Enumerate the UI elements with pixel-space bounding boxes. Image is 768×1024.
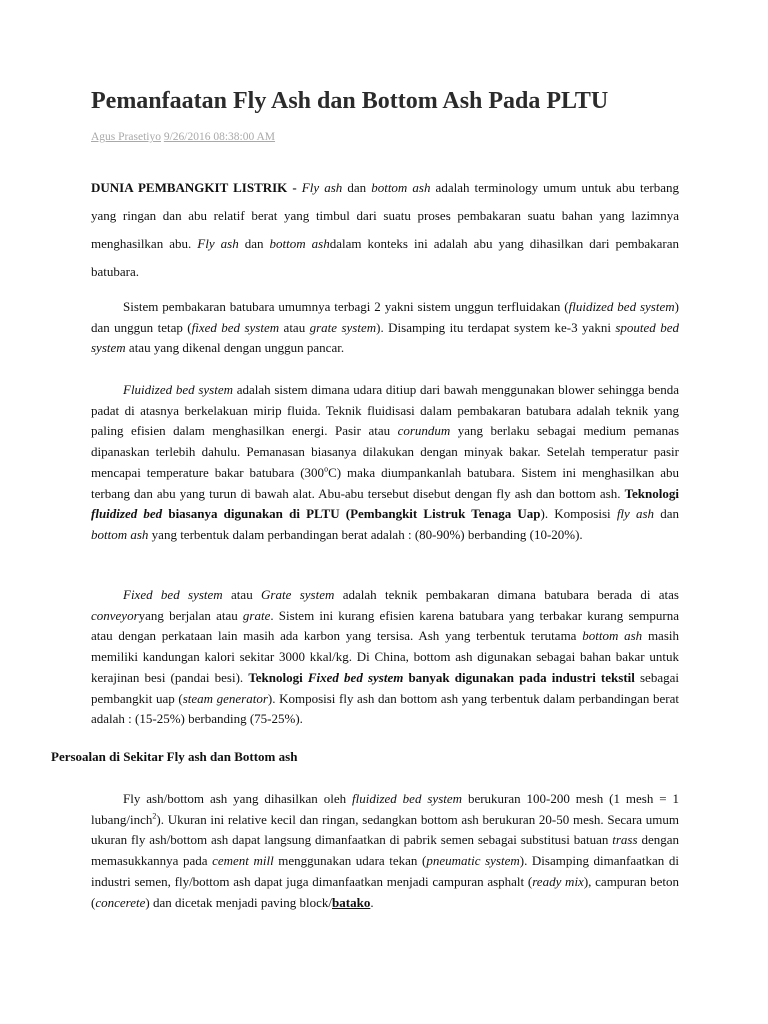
- text-run: . Sistem ini kurang efisien karena batubara yang terbakar kurang sempurna atau dengan perkataan lain masih ada karbon yang tersisa. Ash yang terbentuk terutama: [91, 607, 679, 644]
- text-run: ). Komposisi fly ash dan bottom ash yang terbentuk dalam perbandingan berat adalah : (15-25%) berbanding (75-25%).: [91, 690, 679, 727]
- text-run: sebagai pembangkit uap (: [91, 669, 679, 706]
- text-run: adalah terminology umum untuk abu terbang yang ringan dan abu relatif berat yang timbul dari suatu proses pembakaran suatu bahan yang lazimnya menghasilkan abu.: [91, 180, 680, 251]
- paragraph-intro: [91, 174, 679, 286]
- text-run: dan: [654, 506, 679, 522]
- text-run: dengan memasukkannya pada: [91, 832, 679, 869]
- text-run: Teknologi: [248, 669, 308, 685]
- text-run: C) maka diumpankanlah batubara. Sistem ini menghasilkan abu terbang dan abu yang turun di bawah alat. Abu-abu tersebut disebut dengan fly ash dan bottom ash.: [91, 464, 679, 501]
- text-run: o: [324, 464, 329, 474]
- text-run: fixed bed system: [191, 319, 280, 335]
- text-run: ). Komposisi: [540, 506, 617, 522]
- text-run: ), campuran beton (: [91, 873, 680, 910]
- text-run: yang berlaku sebagai medium pemanas dipanaskan terlebih dahulu. Pemanasan biasanya dilakukan dengan minyak bakar. Setelah temperatur pasir mencapai temperature bakar batubara (300: [91, 423, 680, 480]
- text-run: ). Disamping dimanfaatkan di industri semen, fly/bottom ash dapat juga dimanfaatkan menjadi campuran asphalt (: [91, 853, 679, 889]
- text-run: dan: [342, 180, 372, 195]
- text-run: bottom ash: [91, 526, 149, 542]
- text-run: biasanya digunakan di PLTU (Pembangkit Listruk Tenaga Uap: [162, 506, 541, 522]
- text-run: Fixed bed system: [123, 587, 223, 602]
- text-run: adalah teknik pembakaran dimana batubara berada di atas: [334, 587, 679, 602]
- text-run: ready mix: [532, 873, 584, 889]
- text-run: Sistem pembakaran batubara umumnya terbagi 2 yakni sistem unggun terfluidakan (: [123, 299, 569, 314]
- text-run: Teknologi: [624, 485, 679, 501]
- text-run: ) dan unggun tetap (: [91, 299, 679, 335]
- text-run: menggunakan udara tekan (: [273, 853, 427, 869]
- article-meta: [91, 131, 275, 143]
- paragraph-fixed-bed: [91, 585, 679, 730]
- paragraph-fluidized: [91, 380, 679, 546]
- text-run: Fixed bed system: [307, 669, 404, 685]
- text-run: yang terbentuk dalam perbandingan berat adalah : (80-90%) berbanding (10-20%).: [148, 526, 583, 542]
- text-run: fly ash: [616, 506, 655, 522]
- text-run: fluidized bed system: [568, 299, 675, 314]
- text-run: atau yang dikenal dengan unggun pancar.: [125, 340, 345, 356]
- section-heading: Persoalan di Sekitar Fly ash dan Bottom ash: [51, 749, 298, 764]
- text-run: 2: [152, 811, 157, 821]
- text-run: Grate system: [261, 587, 335, 602]
- text-run: steam generator: [182, 690, 268, 706]
- text-run: DUNIA PEMBANGKIT LISTRIK -: [91, 180, 302, 195]
- text-run: dalam konteks ini adalah abu yang dihasilkan dari pembakaran batubara.: [91, 236, 679, 279]
- text-run: spouted bed system: [91, 319, 679, 356]
- text-run: Fly ash: [301, 180, 343, 195]
- text-run: .: [370, 894, 374, 910]
- text-run: trass: [612, 832, 638, 848]
- text-run: atau: [222, 587, 262, 602]
- text-run: masih memiliki kandungan kalori sekitar 3000 kkal/kg. Di China, bottom ash digunakan sebagai bahan bakar untuk kerajinan besi (pandai besi).: [91, 628, 679, 685]
- text-run: corundum: [397, 423, 451, 439]
- text-run: banyak digunakan pada industri tekstil: [403, 669, 635, 685]
- paragraph-utilization: [91, 789, 679, 913]
- text-run: bottom ash: [269, 236, 330, 251]
- text-run: bottom ash: [582, 628, 643, 644]
- text-run: concerete: [95, 894, 146, 910]
- text-run: cement mill: [212, 853, 274, 869]
- text-run: grate: [242, 607, 271, 623]
- text-run: adalah sistem dimana udara ditiup dari bawah menggunakan blower sehingga benda padat di atasnya berkelakuan mirip fluida. Teknik fluidisasi dalam pembakaran batubara adalah teknik yang paling efisien dalam menghasilkan energi. Pasir atau: [91, 382, 679, 439]
- text-run: Fly ash: [197, 236, 239, 251]
- author-link[interactable]: Agus Prasetiyo: [91, 131, 161, 143]
- text-run: yang berjalan atau: [138, 607, 243, 623]
- text-run: ) dan dicetak menjadi paving block/: [145, 894, 333, 910]
- text-run: fluidized bed system: [352, 791, 463, 806]
- text-run: bottom ash: [371, 180, 431, 195]
- text-run: dan: [238, 236, 270, 251]
- text-run: pneumatic system: [426, 853, 520, 869]
- text-run: atau: [279, 319, 310, 335]
- article-title: Pemanfaatan Fly Ash dan Bottom Ash Pada PLTU: [91, 88, 609, 114]
- text-run: ). Disamping itu terdapat system ke-3 yakni: [376, 319, 616, 335]
- date-link[interactable]: 9/26/2016 08:38:00 AM: [163, 131, 276, 143]
- paragraph-systems: [91, 297, 679, 359]
- text-run: Fly ash/bottom ash yang dihasilkan oleh: [123, 791, 352, 806]
- text-run: Fluidized bed system: [123, 382, 233, 397]
- text-run: grate system: [309, 319, 377, 335]
- text-run: batako: [332, 894, 371, 910]
- text-run: berukuran 100-200 mesh (1 mesh = 1 lubang/inch: [91, 791, 679, 827]
- text-run: fluidized bed: [91, 506, 163, 522]
- text-run: ). Ukuran ini relative kecil dan ringan, sedangkan bottom ash berukuran 20-50 mesh. Secara umum ukuran fly ash/bottom ash dapat langsung dimanfaatkan di pabrik semen sebagai substitusi batuan: [91, 811, 679, 848]
- text-run: conveyor: [91, 607, 139, 623]
